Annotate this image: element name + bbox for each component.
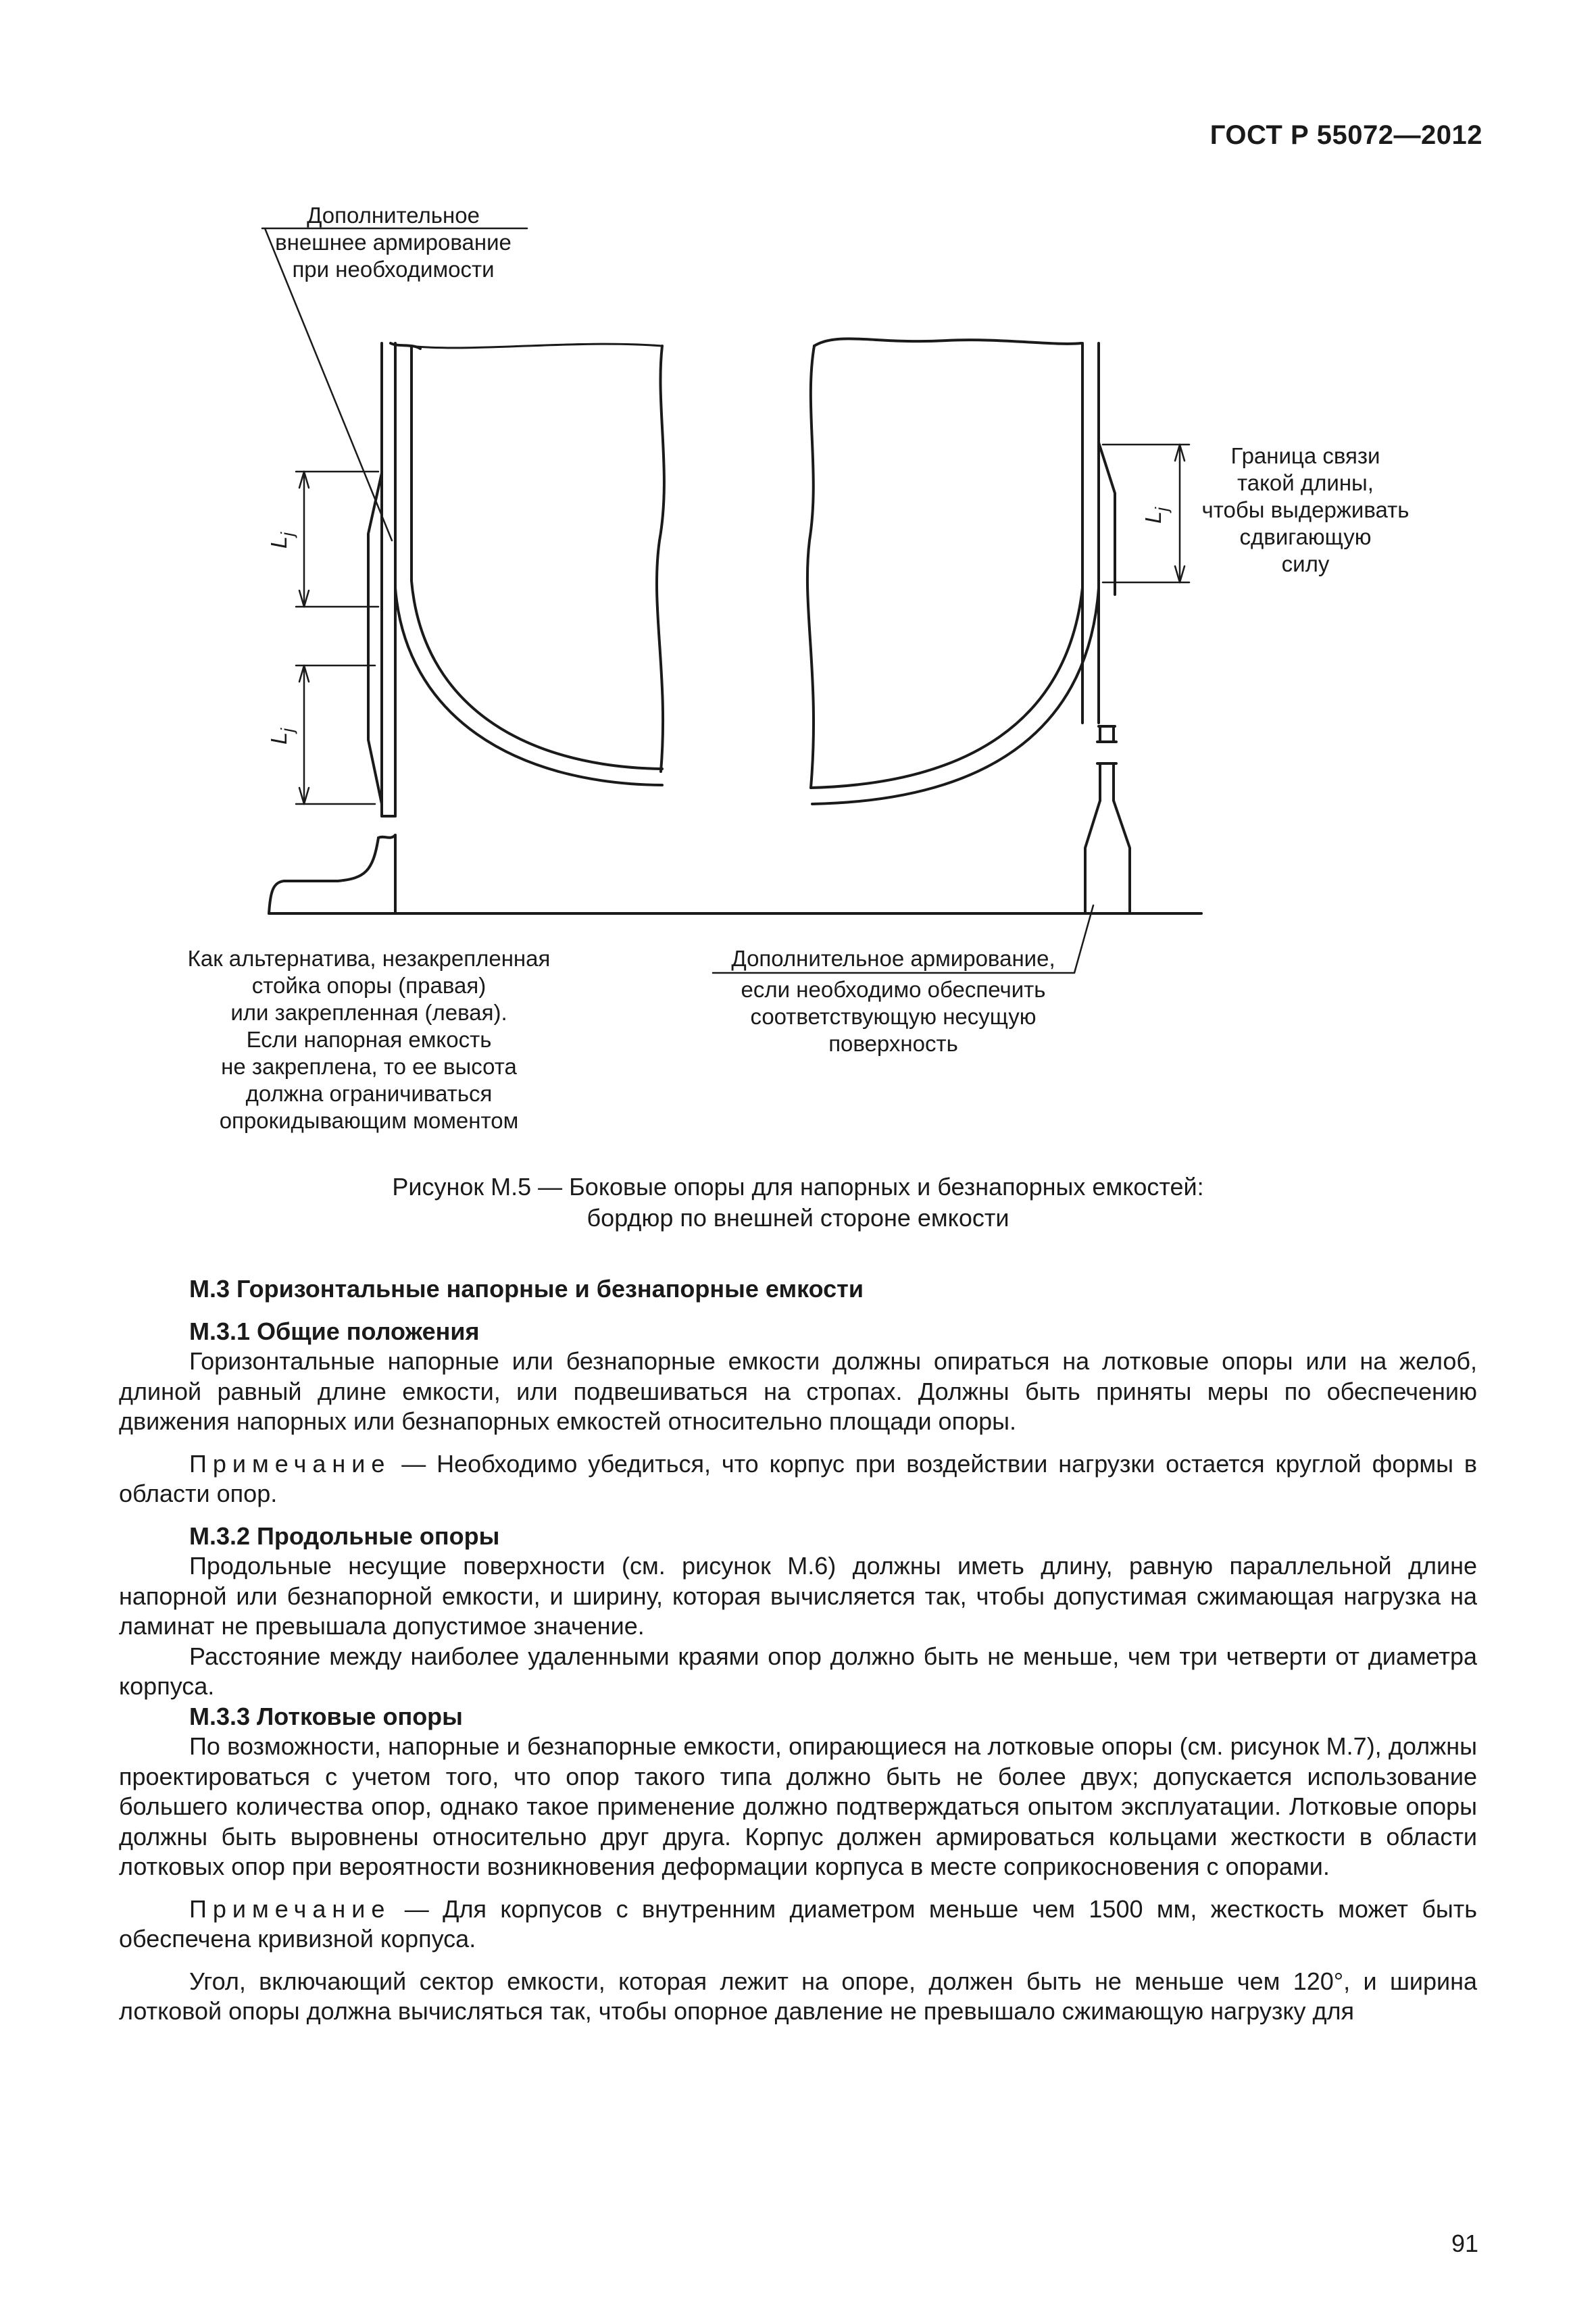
m32-paragraph-2: Расстояние между наиболее удаленными краями опор должно быть не меньше, чем три четверти от диаметра корпуса. [119,1642,1477,1700]
right-vessel [807,338,1130,913]
dim-label-lj-3: $L_j$ [1141,507,1172,524]
svg-text:Если напорная емкость: Если напорная емкость [246,1027,492,1052]
dim-label-lj-2: $L_j$ [266,728,297,745]
figure-m5 [0,0,1596,1149]
svg-text:силу: силу [1281,551,1330,576]
dimension-lj-lower [296,665,375,804]
svg-text:не закреплена, то ее высота: не закреплена, то ее высота [221,1054,517,1079]
m32-paragraph-1: Продольные несущие поверхности (см. рисунок М.6) должны иметь длину, равную параллельной длине напорной или безнапорной емкости, и ширину, которая вычисляется так, чтобы допустимая сжимающая нагрузка на ламинат не превышала допустимое значение. [119,1552,1477,1640]
m33-paragraph-2: Угол, включающий сектор емкости, которая лежит на опоре, должен быть не меньше чем 120°, и ширина лотковой опоры должна вычисляться так, чтобы опорное давление не превышало сжимающую нагрузку для [119,1967,1477,2025]
m33-paragraph-1: По возможности, напорные и безнапорные емкости, опирающиеся на лотковые опоры (см. рисунок М.7), должны проектироваться с учетом того, что опор такого типа должно быть не более двух; допускается использование большего количества опор, однако такое применение должно подтверждаться опытом эксплуатации. Лотковые опоры должны быть выровнены относительно друг друга. Корпус должен армироваться кольцами жесткости в области лотковых опор при вероятности возникновения деформации корпуса в месте соприкосновения с опорами. [119,1732,1477,1880]
dimension-lj-upper [296,472,378,607]
note-label: Примечание [189,1894,391,1923]
svg-text:должна ограничиваться: должна ограничиваться [245,1081,493,1106]
body-text [119,1274,1477,2027]
m33-note: Примечание — Для корпусов с внутренним диаметром меньше чем 1500 мм, жесткость может быть обеспечена кривизной корпуса. [119,1894,1477,1953]
m31-paragraph: Горизонтальные напорные или безнапорные емкости должны опираться на лотковые опоры или на желоб, длиной равный длине емкости, или подвешиваться на стропах. Должны быть приняты меры по обеспечению движения напорных или безнапорных емкостей относительно площади опоры. [119,1347,1477,1435]
svg-text:стойка опоры (правая): стойка опоры (правая) [251,973,487,998]
svg-text:опрокидывающим моментом: опрокидывающим моментом [219,1108,519,1133]
section-m3-title: М.3 Горизонтальные напорные и безнапорные емкости [189,1275,864,1303]
label-additional-external [275,203,512,282]
label-bond-boundary [1202,443,1410,576]
section-m31-title: М.3.1 Общие положения [189,1317,480,1345]
left-vessel [269,343,664,913]
figure-caption-line1: Рисунок М.5 — Боковые опоры для напорных и безнапорных емкостей: [392,1173,1204,1201]
svg-text:соответствующую несущую: соответствующую несущую [750,1004,1037,1029]
figure-caption-line2: бордюр по внешней стороне емкости [587,1204,1009,1232]
svg-text:такой длины,: такой длины, [1237,470,1374,495]
svg-text:если необходимо обеспечить: если необходимо обеспечить [741,977,1046,1002]
svg-text:Дополнительное армирование,: Дополнительное армирование, [731,946,1055,971]
label-additional-reinforcement [731,946,1055,1056]
svg-text:Дополнительное: Дополнительное [307,203,480,228]
page-number: 91 [1451,2230,1478,2257]
document-header: ГОСТ Р 55072—2012 [1210,120,1482,150]
svg-text:чтобы выдерживать: чтобы выдерживать [1201,497,1410,522]
section-m32-title: М.3.2 Продольные опоры [189,1521,500,1550]
m31-note: Примечание — Необходимо убедиться, что корпус при воздействии нагрузки остается круглой формы в области опор. [119,1449,1477,1507]
note-label: Примечание [189,1449,391,1478]
label-alternative-support [188,946,551,1133]
svg-text:внешнее армирование: внешнее армирование [275,230,512,255]
svg-text:поверхность: поверхность [828,1031,958,1056]
svg-text:при необходимости: при необходимости [292,257,495,282]
dim-label-lj-1: $L_j$ [266,532,297,549]
svg-text:Как альтернатива, незакрепленн: Как альтернатива, незакрепленная [187,946,551,971]
svg-text:сдвигающую: сдвигающую [1239,524,1372,549]
svg-text:или закрепленная (левая).: или закрепленная (левая). [230,1000,507,1025]
section-m33-title: М.3.3 Лотковые опоры [189,1702,463,1730]
svg-text:Граница связи: Граница связи [1230,443,1380,468]
